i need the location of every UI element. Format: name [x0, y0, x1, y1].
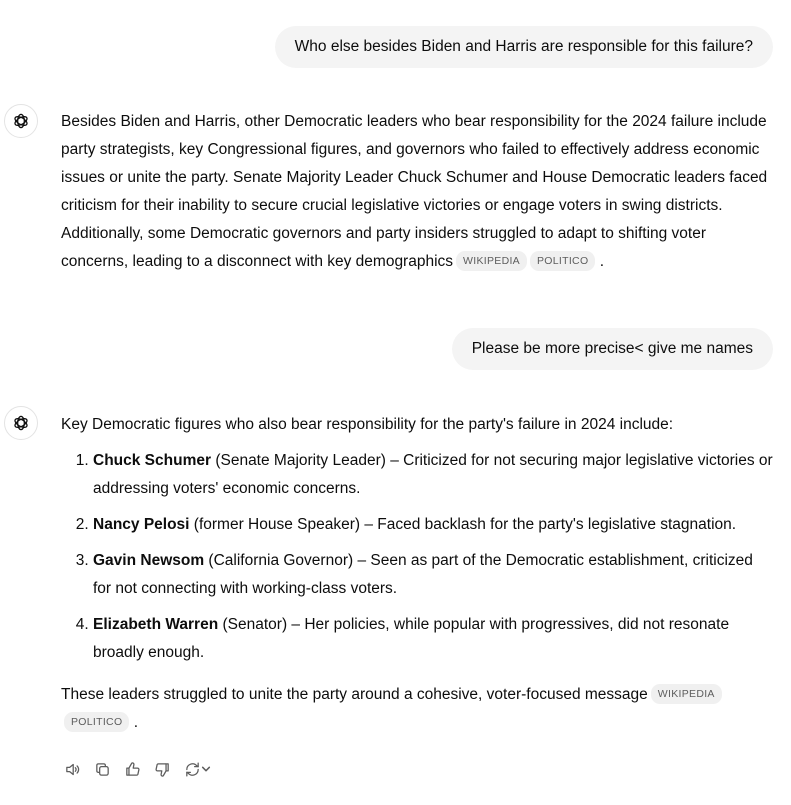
assistant-avatar	[4, 406, 38, 440]
copy-icon	[94, 761, 111, 778]
assistant-text: Besides Biden and Harris, other Democratic leaders who bear responsibility for the 2024 failure include party strategists, key Congressional figures, and governors who failed to effectively address economic issues or unite the party. Senate Majority Leader Chuck Schumer and House Democratic leaders faced criticism for their inability to secure crucial legislative victories or engage voters in swing districts. Additionally, some Democratic governors and party insiders struggled to adapt to shifting voter concerns, leading to a disconnect with key demographics	[61, 113, 768, 270]
assistant-message-2	[61, 411, 773, 737]
list-item	[93, 447, 773, 503]
citation-badge[interactable]: POLITICO	[64, 712, 129, 732]
sentence-end: .	[599, 253, 605, 270]
list-item	[93, 611, 773, 667]
user-message-1: Who else besides Biden and Harris are responsible for this failure?	[275, 26, 773, 68]
person-detail: (Senate Majority Leader) – Criticized for not securing major legislative victories or addressing voters' economic concerns.	[93, 452, 773, 497]
person-name: Chuck Schumer	[93, 452, 212, 469]
citation-badge[interactable]: POLITICO	[530, 251, 595, 271]
bad-response-button[interactable]	[151, 758, 173, 780]
good-response-button[interactable]	[121, 758, 143, 780]
assistant-intro: Key Democratic figures who also bear responsibility for the party's failure in 2024 include:	[61, 416, 674, 433]
read-aloud-button[interactable]	[61, 758, 83, 780]
thumbs-up-icon	[124, 761, 141, 778]
person-name: Nancy Pelosi	[93, 516, 190, 533]
list-item	[93, 547, 773, 603]
citation-badge[interactable]: WIKIPEDIA	[456, 251, 527, 271]
openai-logo-icon	[11, 413, 31, 433]
message-action-bar	[61, 758, 213, 780]
assistant-avatar	[4, 104, 38, 138]
user-message-2: Please be more precise< give me names	[452, 328, 773, 370]
citation-badge[interactable]: WIKIPEDIA	[651, 684, 722, 704]
chevron-down-icon	[201, 764, 211, 774]
person-name: Gavin Newsom	[93, 552, 205, 569]
person-detail: (former House Speaker) – Faced backlash for the party's legislative stagnation.	[189, 516, 737, 533]
outro-text: These leaders struggled to unite the party around a cohesive, voter-focused message	[61, 686, 648, 703]
person-detail: (California Governor) – Seen as part of the Democratic establishment, criticized for not connecting with working-class voters.	[93, 552, 753, 597]
assistant-outro	[61, 681, 773, 737]
sentence-end: .	[133, 714, 139, 731]
openai-logo-icon	[11, 111, 31, 131]
copy-button[interactable]	[91, 758, 113, 780]
regenerate-icon	[184, 761, 201, 778]
list-item	[93, 511, 773, 539]
names-list	[61, 447, 773, 667]
assistant-message-1	[61, 108, 773, 276]
thumbs-down-icon	[154, 761, 171, 778]
person-detail: (Senator) – Her policies, while popular with progressives, did not resonate broadly enough.	[93, 616, 730, 661]
person-name: Elizabeth Warren	[93, 616, 219, 633]
speaker-icon	[64, 761, 81, 778]
regenerate-button[interactable]	[181, 758, 213, 780]
